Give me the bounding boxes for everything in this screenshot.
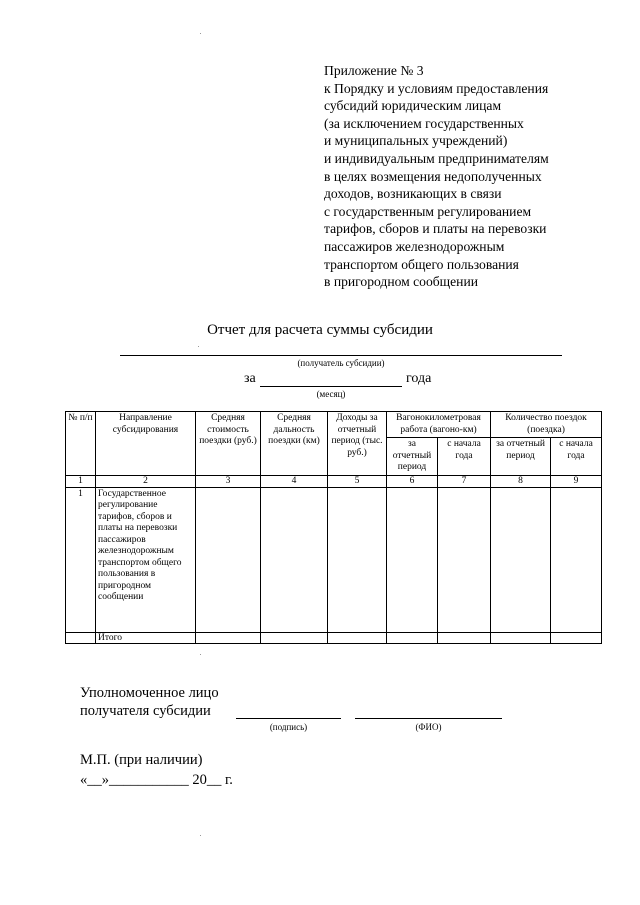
appendix-line: Приложение № 3 (324, 63, 424, 78)
total-avg-cost[interactable] (196, 632, 261, 643)
report-title: Отчет для расчета суммы субсидии (207, 322, 433, 338)
cell-wagon-km-year[interactable] (438, 487, 491, 632)
signature-caption: (подпись) (269, 722, 308, 732)
report-table (65, 411, 602, 644)
date-line[interactable]: «__»___________ 20__ г. (80, 772, 233, 788)
appendix-line: с государственным регулированием (324, 203, 532, 219)
total-label: Итого (96, 632, 196, 643)
column-number: 1 (66, 475, 96, 487)
stamp-block (80, 750, 233, 790)
table-row (66, 487, 602, 632)
scan-speck (198, 346, 199, 347)
total-trips-year[interactable] (551, 632, 602, 643)
column-number: 6 (387, 475, 438, 487)
recipient-caption: (получатель субсидии) (297, 358, 385, 368)
column-number: 4 (261, 475, 328, 487)
appendix-line: тарифов, сборов и платы на перевозки (324, 221, 547, 237)
appendix-line: доходов, возникающих в связи (324, 186, 502, 202)
cell-avg-cost[interactable] (196, 487, 261, 632)
appendix-line: субсидий юридическим лицам (324, 98, 502, 114)
fio-line[interactable] (355, 718, 502, 719)
total-row (66, 632, 602, 643)
column-number: 7 (438, 475, 491, 487)
subheader-year: с начала года (551, 438, 602, 476)
header-trips: Количество поездок (поездка) (491, 412, 602, 438)
appendix-line: в пригородном сообщении (324, 274, 478, 290)
column-number-row (66, 475, 602, 487)
authorized-line2: получателя субсидии (80, 703, 211, 719)
appendix-line: (за исключением государственных (324, 115, 524, 131)
month-caption: (месяц) (316, 389, 346, 399)
column-number: 8 (491, 475, 551, 487)
column-number: 5 (328, 475, 387, 487)
fio-caption: (ФИО) (415, 722, 442, 732)
authorized-line1: Уполномоченное лицо (80, 685, 219, 701)
goda-label: года (406, 371, 432, 386)
scan-speck (200, 33, 201, 34)
header-wagon-km: Вагонокилометровая работа (вагоно-км) (387, 412, 491, 438)
appendix-line: к Порядку и условиям предоставления (324, 80, 549, 96)
recipient-line[interactable] (120, 355, 562, 356)
header-row (66, 412, 602, 438)
subheader-period: за отчетный период (491, 438, 551, 476)
total-avg-distance[interactable] (261, 632, 328, 643)
scan-speck (200, 654, 201, 655)
row-direction: Государственное регулирование тарифов, сборов и платы на перевозки пассажиров железнодорожным транспортом общего пользования в пригородном сообщении (96, 487, 196, 632)
stamp-label: М.П. (при наличии) (80, 752, 203, 768)
month-line[interactable] (260, 386, 402, 387)
column-number: 2 (96, 475, 196, 487)
header-avg-cost: Средняя стоимость поездки (руб.) (196, 412, 261, 476)
appendix-header (324, 62, 624, 291)
appendix-line: транспортом общего пользования (324, 256, 519, 272)
cell-trips-period[interactable] (491, 487, 551, 632)
cell-trips-year[interactable] (551, 487, 602, 632)
cell-wagon-km-period[interactable] (387, 487, 438, 632)
appendix-line: и индивидуальным предпринимателям (324, 150, 549, 166)
column-number: 9 (551, 475, 602, 487)
column-number: 3 (196, 475, 261, 487)
appendix-line: пассажиров железнодорожным (324, 238, 505, 254)
total-trips-period[interactable] (491, 632, 551, 643)
appendix-line: и муниципальных учреждений) (324, 133, 508, 149)
header-income: Доходы за отчетный период (тыс. руб.) (328, 412, 387, 476)
total-wagon-km-year[interactable] (438, 632, 491, 643)
za-label: за (244, 371, 256, 386)
subheader-year: с начала года (438, 438, 491, 476)
header-num: № п/п (66, 412, 96, 476)
signature-line[interactable] (236, 718, 341, 719)
cell-avg-distance[interactable] (261, 487, 328, 632)
row-number: 1 (66, 487, 96, 632)
header-direction: Направление субсидирования (96, 412, 196, 476)
total-num-cell (66, 632, 96, 643)
subheader-period: за отчетный период (387, 438, 438, 476)
total-income[interactable] (328, 632, 387, 643)
total-wagon-km-period[interactable] (387, 632, 438, 643)
header-avg-distance: Средняя дальность поездки (км) (261, 412, 328, 476)
authorized-person-label (80, 684, 219, 720)
appendix-line: в целях возмещения недополученных (324, 168, 542, 184)
cell-income[interactable] (328, 487, 387, 632)
scan-speck (200, 835, 201, 836)
